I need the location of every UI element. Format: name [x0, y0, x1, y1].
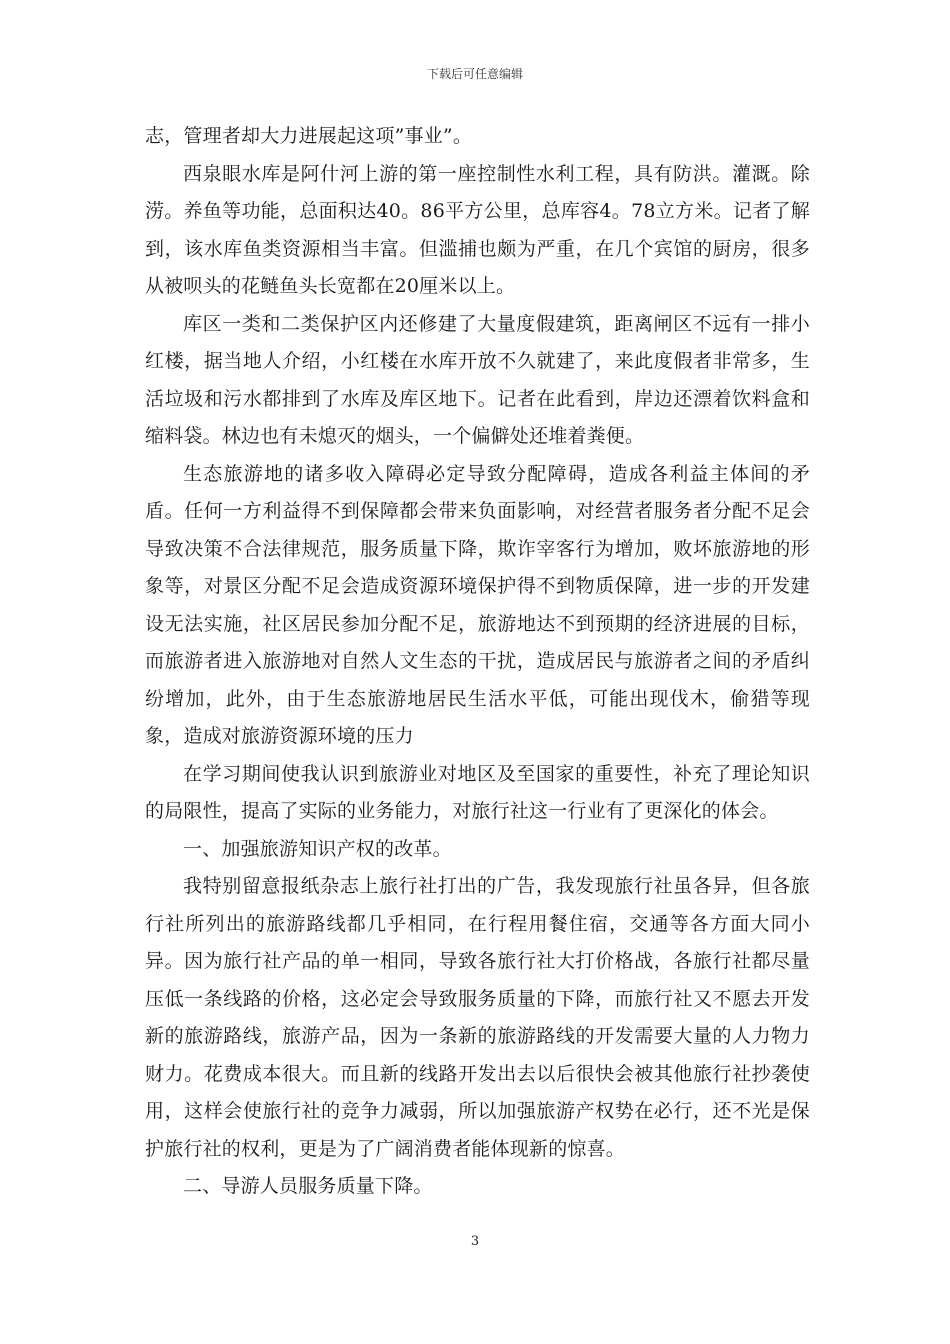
- document-body: [145, 118, 810, 1206]
- paragraph-3: 库区一类和二类保护区内还修建了大量度假建筑，距离闸区不远有一排小红楼，据当地人介绍，小红楼在水库开放不久就建了，来此度假者非常多，生活垃圾和污水都排到了水库及库区地下。记者在此看到，岸边还漂着饮料盒和缩料袋。林边也有未熄灭的烟头，一个偏僻处还堆着粪便。: [145, 312, 810, 447]
- section-heading-1: 一、加强旅游知识产权的改革。: [183, 837, 452, 860]
- paragraph-4: 生态旅游地的诸多收入障碍必定导致分配障碍，造成各利益主体间的矛盾。任何一方利益得不到保障都会带来负面影响，对经营者服务者分配不足会导致决策不合法律规范，服务质量下降，欺诈宰客行为增加，败坏旅游地的形象等，对景区分配不足会造成资源环境保护得不到物质保障，进一步的开发建设无法实施，社区居民参加分配不足，旅游地达不到预期的经济进展的目标，而旅游者进入旅游地对自然人文生态的干扰，造成居民与旅游者之间的矛盾纠纷增加，此外，由于生态旅游地居民生活水平低，可能出现伐木，偷猎等现象，造成对旅游资源环境的压力: [145, 462, 810, 747]
- paragraph-5: 在学习期间使我认识到旅游业对地区及至国家的重要性，补充了理论知识的局限性，提高了实际的业务能力，对旅行社这一行业有了更深化的体会。: [145, 762, 810, 822]
- paragraph-1: 志，管理者却大力进展起这项”事业”。: [145, 125, 473, 147]
- paragraph-2: 西泉眼水库是阿什河上游的第一座控制性水利工程，具有防洪。灌溉。除涝。养鱼等功能，总面积达40。86平方公里，总库容4。78立方米。记者了解到，该水库鱼类资源相当丰富。但滥捕也颇为严重，在几个宾馆的厨房，很多从被呗头的花鲢鱼头长宽都在20厘米以上。: [145, 162, 810, 297]
- paragraph-6: 我特别留意报纸杂志上旅行社打出的广告，我发现旅行社虽各异，但各旅行社所列出的旅游路线都几乎相同，在行程用餐住宿，交通等各方面大同小异。因为旅行社产品的单一相同，导致各旅行社大打价格战，各旅行社都尽量压低一条线路的价格，这必定会导致服务质量的下降，而旅行社又不愿去开发新的旅游路线，旅游产品，因为一条新的旅游路线的开发需要大量的人力物力财力。花费成本很大。而且新的线路开发出去以后很快会被其他旅行社抄袭使用，这样会使旅行社的竞争力减弱，所以加强旅游产权势在必行，还不光是保护旅行社的权利，更是为了广阔消费者能体现新的惊喜。: [145, 875, 810, 1160]
- page-header: 下载后可任意编辑: [426, 67, 523, 81]
- page-number: 3: [470, 1234, 480, 1249]
- section-heading-2: 二、导游人员服务质量下降。: [183, 1175, 433, 1197]
